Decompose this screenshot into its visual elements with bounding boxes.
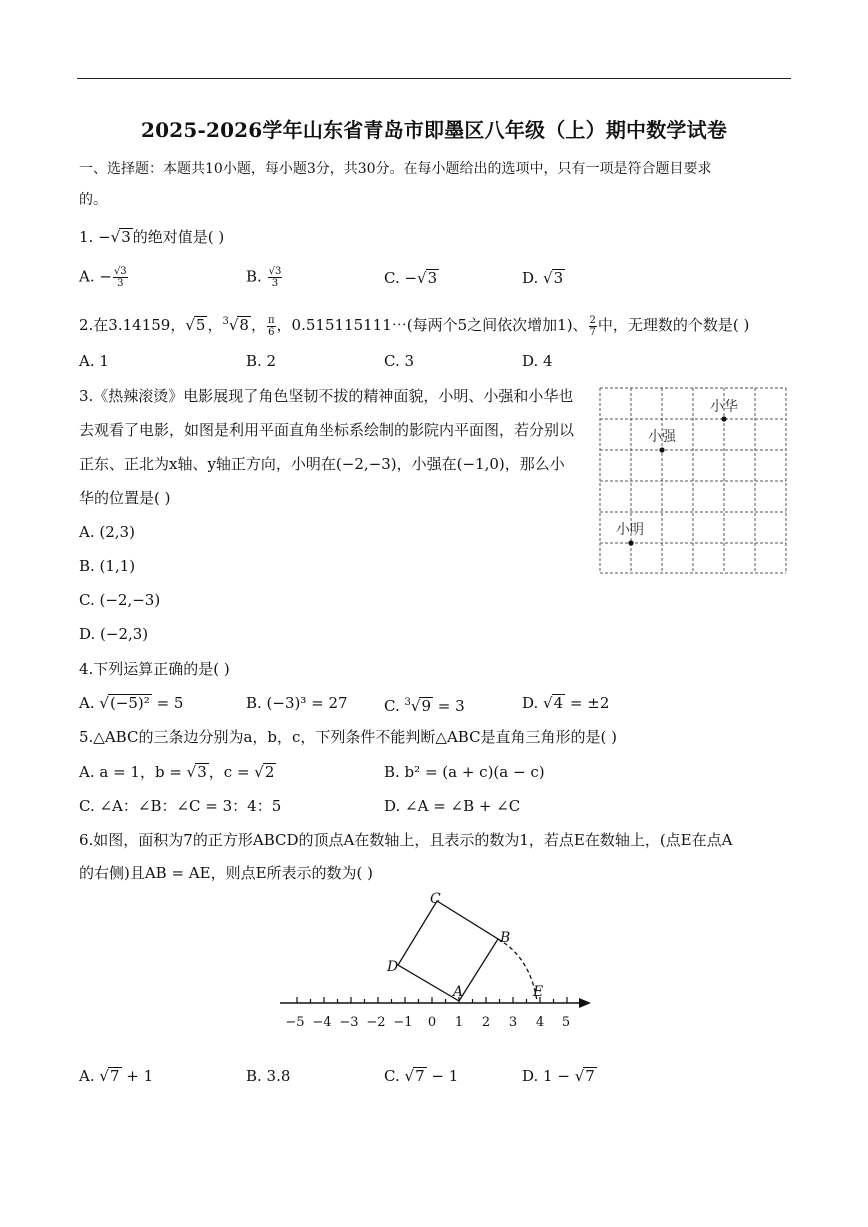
- exam-title: 2025-2026学年山东省青岛市即墨区八年级（上）期中数学试卷: [140, 118, 728, 142]
- q5-option-c: C. ∠A：∠B：∠C = 3：4：5: [79, 797, 282, 815]
- q1-option-c: C. −√3: [384, 269, 438, 287]
- tick-label: 1: [454, 1015, 464, 1030]
- tick-label: 5: [561, 1015, 571, 1030]
- tick-label: −4: [312, 1015, 332, 1030]
- q5-option-a: A. a = 1，b = √3 ，c = √2: [79, 763, 275, 781]
- q5-option-d: D. ∠A = ∠B + ∠C: [384, 797, 521, 815]
- q3-option-c: C. (−2,−3): [79, 591, 161, 609]
- q5-option-b: B. b² = (a + c)(a − c): [384, 763, 545, 781]
- q6-stem-line2: 的右侧)且AB = AE，则点E所表示的数为( ): [79, 864, 374, 882]
- tick-label: 2: [481, 1015, 491, 1030]
- q1-stem-suffix: 的绝对值是( ): [132, 228, 225, 246]
- xiaoming-label: 小明: [616, 522, 644, 538]
- xiaohua-label: 小华: [710, 399, 738, 415]
- cinema-grid-figure: [598, 386, 788, 576]
- q2-option-b: B. 2: [246, 352, 277, 370]
- point-label-e: E: [533, 984, 544, 1000]
- q2-stem: 2.在3.14159，√5 ，$^3$√8 ， $\frac{\pi}{6}$ ，0.515115111⋯(每两个5之间依次增加1)、 $\frac{2}{7}$ 中，无理数的个数是( ): [79, 314, 750, 338]
- q6-option-b: B. 3.8: [246, 1067, 291, 1085]
- point-label-b: B: [500, 930, 511, 946]
- tick-label: −2: [366, 1015, 386, 1030]
- tick-labels: [285, 1015, 570, 1030]
- q1-option-d: D. √3: [522, 269, 564, 287]
- q6-option-a: A. √7 + 1: [79, 1067, 154, 1085]
- q3-option-a: A. (2,3): [79, 523, 135, 541]
- xiaoqiang-label: 小强: [648, 429, 676, 445]
- q1-stem-radicand: 3: [121, 228, 131, 246]
- q1-option-a: A. − $\frac{√3}{3}$: [79, 266, 127, 289]
- q4-stem: 4.下列运算正确的是( ): [79, 660, 230, 678]
- number-line-arrow: [579, 998, 591, 1008]
- grid-lines: [600, 388, 786, 573]
- tick-label: −5: [285, 1015, 305, 1030]
- q2-option-c: C. 3: [384, 352, 415, 370]
- xiaoqiang-point: [659, 447, 664, 452]
- number-line-ticks: [297, 997, 567, 1003]
- q5-stem: 5.△ABC的三条边分别为a，b，c，下列条件不能判断△ABC是直角三角形的是( ): [79, 728, 618, 746]
- q3-stem-line4: 华的位置是( ): [79, 489, 171, 507]
- section-heading-line2: 的。: [79, 192, 107, 208]
- q3-option-b: B. (1,1): [79, 557, 136, 575]
- q3-stem-line1: 3.《热辣滚烫》电影展现了角色坚韧不拔的精神面貌，小明、小强和小华也: [79, 387, 574, 405]
- q6-option-c: C. √7 − 1: [384, 1067, 459, 1085]
- q4-option-b: B. (−3)³ = 27: [246, 694, 348, 712]
- q1-option-b: B. $\frac{√3}{3}$: [246, 266, 282, 289]
- point-label-c: C: [430, 891, 441, 907]
- q1-stem: 1. −√3 的绝对值是( ): [79, 228, 225, 246]
- q3-stem-line2: 去观看了电影，如图是利用平面直角坐标系绘制的影院内平面图，若分别以: [79, 421, 575, 439]
- arc-b-to-e: [498, 939, 537, 1001]
- q6-stem-line1: 6.如图，面积为7的正方形ABCD的顶点A在数轴上，且表示的数为1，若点E在数轴上，(点E在点A: [79, 831, 733, 849]
- q4-option-a: A. √(−5)² = 5: [79, 694, 184, 712]
- q6-option-d: D. 1 − √7: [522, 1067, 595, 1085]
- point-label-d: D: [387, 959, 399, 975]
- q1-stem-prefix: 1. −: [79, 228, 111, 246]
- q3-option-d: D. (−2,3): [79, 625, 149, 643]
- q3-stem-line3: 正东、正北为x轴、y轴正方向，小明在(−2,−3)，小强在(−1,0)，那么小: [79, 455, 565, 473]
- tick-label: 4: [535, 1015, 545, 1030]
- tick-label: 0: [427, 1015, 437, 1030]
- xiaohua-point: [721, 416, 726, 421]
- tick-label: −3: [339, 1015, 359, 1030]
- tick-label: 3: [508, 1015, 518, 1030]
- q4-option-c: C. $^3$√9 = 3: [384, 697, 465, 715]
- point-label-a: A: [453, 984, 464, 1000]
- square-numberline-figure: [275, 885, 595, 1035]
- q2-option-a: A. 1: [79, 352, 109, 370]
- tick-label: −1: [393, 1015, 413, 1030]
- top-rule: [77, 78, 791, 79]
- xiaoming-point: [628, 540, 633, 545]
- q4-option-d: D. √4 = ±2: [522, 694, 610, 712]
- section-heading-line1: 一、选择题：本题共10小题，每小题3分，共30分。在每小题给出的选项中，只有一项是符合题目要求: [79, 161, 712, 177]
- q2-option-d: D. 4: [522, 352, 553, 370]
- square-abcd: [398, 901, 498, 1001]
